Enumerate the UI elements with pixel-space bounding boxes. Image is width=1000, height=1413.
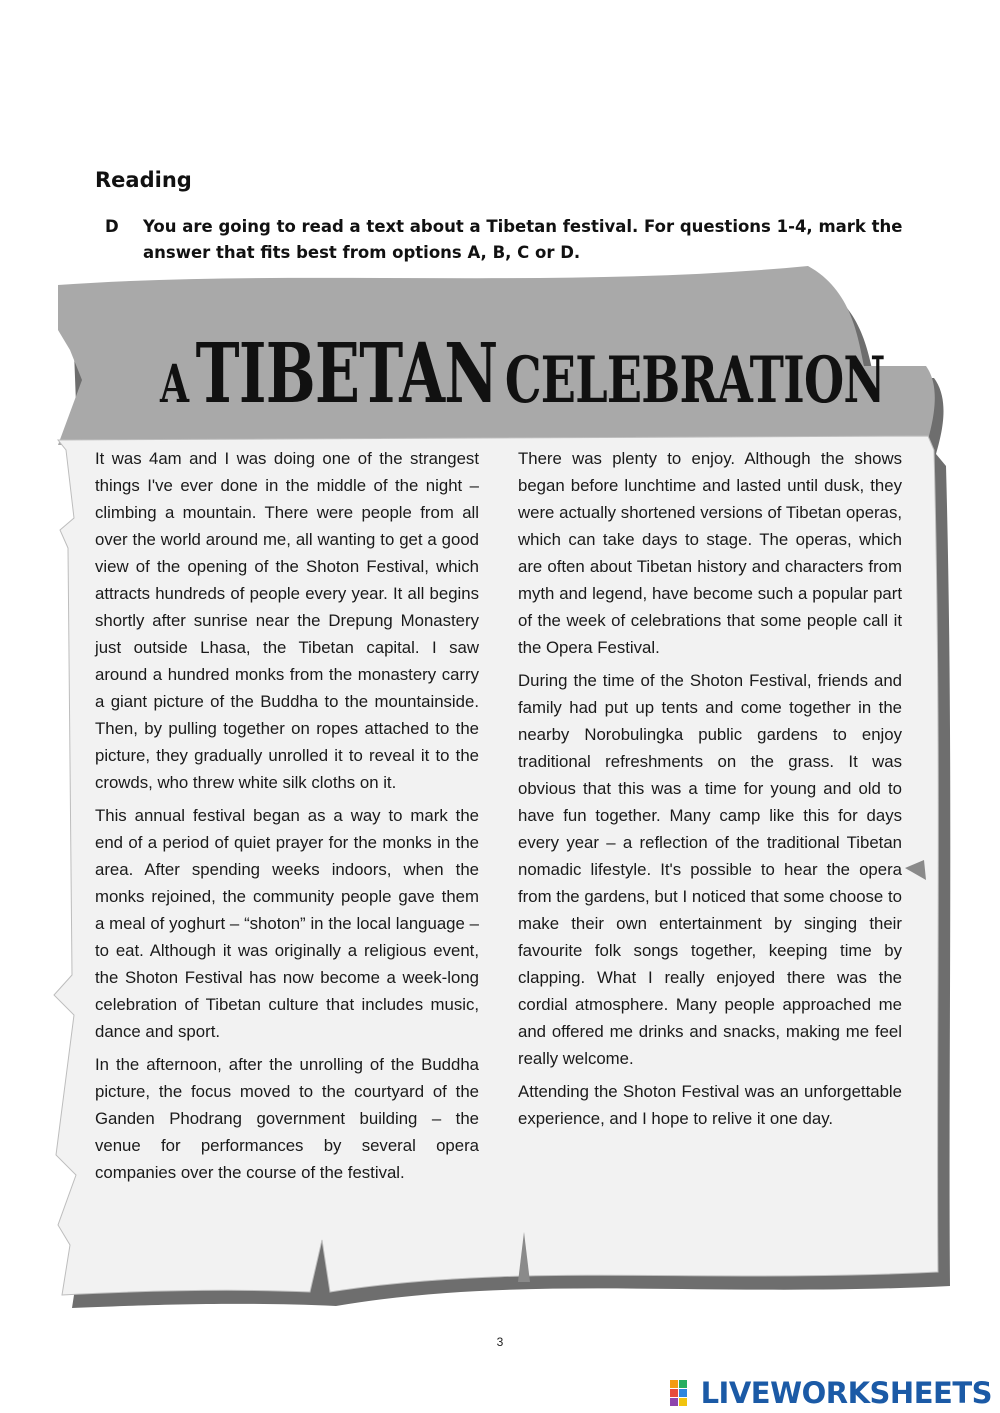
task-text: You are going to read a text about a Tibetan festival. For questions 1-4, mark the answer that fits best from options A, B, C or D. [143,217,903,262]
section-heading: Reading [95,168,192,192]
liveworksheets-logo-icon [669,1378,699,1408]
paragraph: Attending the Shoton Festival was an unforgettable experience, and I hope to relive it one day. [518,1082,902,1128]
article-title-a: A [160,354,189,415]
article-column-right [518,445,902,1138]
task-letter: D [105,217,119,236]
paragraph: This annual festival began as a way to mark the end of a period of quiet prayer for the monks in the area. After spending weeks indoors, when the monks rejoined, the community people gave them a meal of yoghurt – “shoton” in the local language – to eat. Although it was originally a religious event, the Shoton Festival has now become a week-long celebration of Tibetan culture that includes music, dance and sport. [95,806,479,1041]
paragraph: There was plenty to enjoy. Although the shows began before lunchtime and lasted until dusk, they were actually shortened versions of Tibetan operas, which can take days to stage. The operas, which are often about Tibetan history and characters from myth and legend, have become such a popular part of the week of celebrations that some people call it the Opera Festival. [518,449,902,657]
article-title-word2: CELEBRATION [504,343,885,418]
article-column-left [95,445,479,1192]
brand-name: LIVEWORKSHEETS [700,1376,992,1410]
paragraph: In the afternoon, after the unrolling of the Buddha picture, the focus moved to the courtyard of the Ganden Phodrang government building – the venue for performances by several opera companies over the course of the festival. [95,1055,479,1182]
liveworksheets-brand [669,1375,992,1411]
article-title-word1: TIBETAN [195,326,498,422]
paragraph: During the time of the Shoton Festival, friends and family had put up tents and come together in the nearby Norobulingka public gardens to enjoy traditional refreshments on the grass. It was obvious that this was a time for young and old to have fun together. Many camp like this for days every year – a reflection of the traditional Tibetan nomadic lifestyle. It's possible to hear the opera from the gardens, but I noticed that some choose to make their own entertainment by singing their favourite folk songs together, keeping time by clapping. What I really enjoyed there was the cordial atmosphere. Many people approached me and offered me drinks and snacks, making me feel really welcome. [518,671,902,1068]
article-title [160,326,885,422]
paragraph: It was 4am and I was doing one of the strangest things I've ever done in the middle of the night – climbing a mountain. There were people from all over the world around me, all wanting to get a good view of the opening of the Shoton Festival, which attracts hundreds of people every year. It all begins shortly after sunrise near the Drepung Monastery just outside Lhasa, the Tibetan capital. I saw around a hundred monks from the monastery carry a giant picture of the Buddha to the mountainside. Then, by pulling together on ropes attached to the picture, they gradually unrolled it to reveal it to the crowds, who threw white silk cloths on it. [95,449,479,792]
page-number: 3 [496,1335,504,1349]
